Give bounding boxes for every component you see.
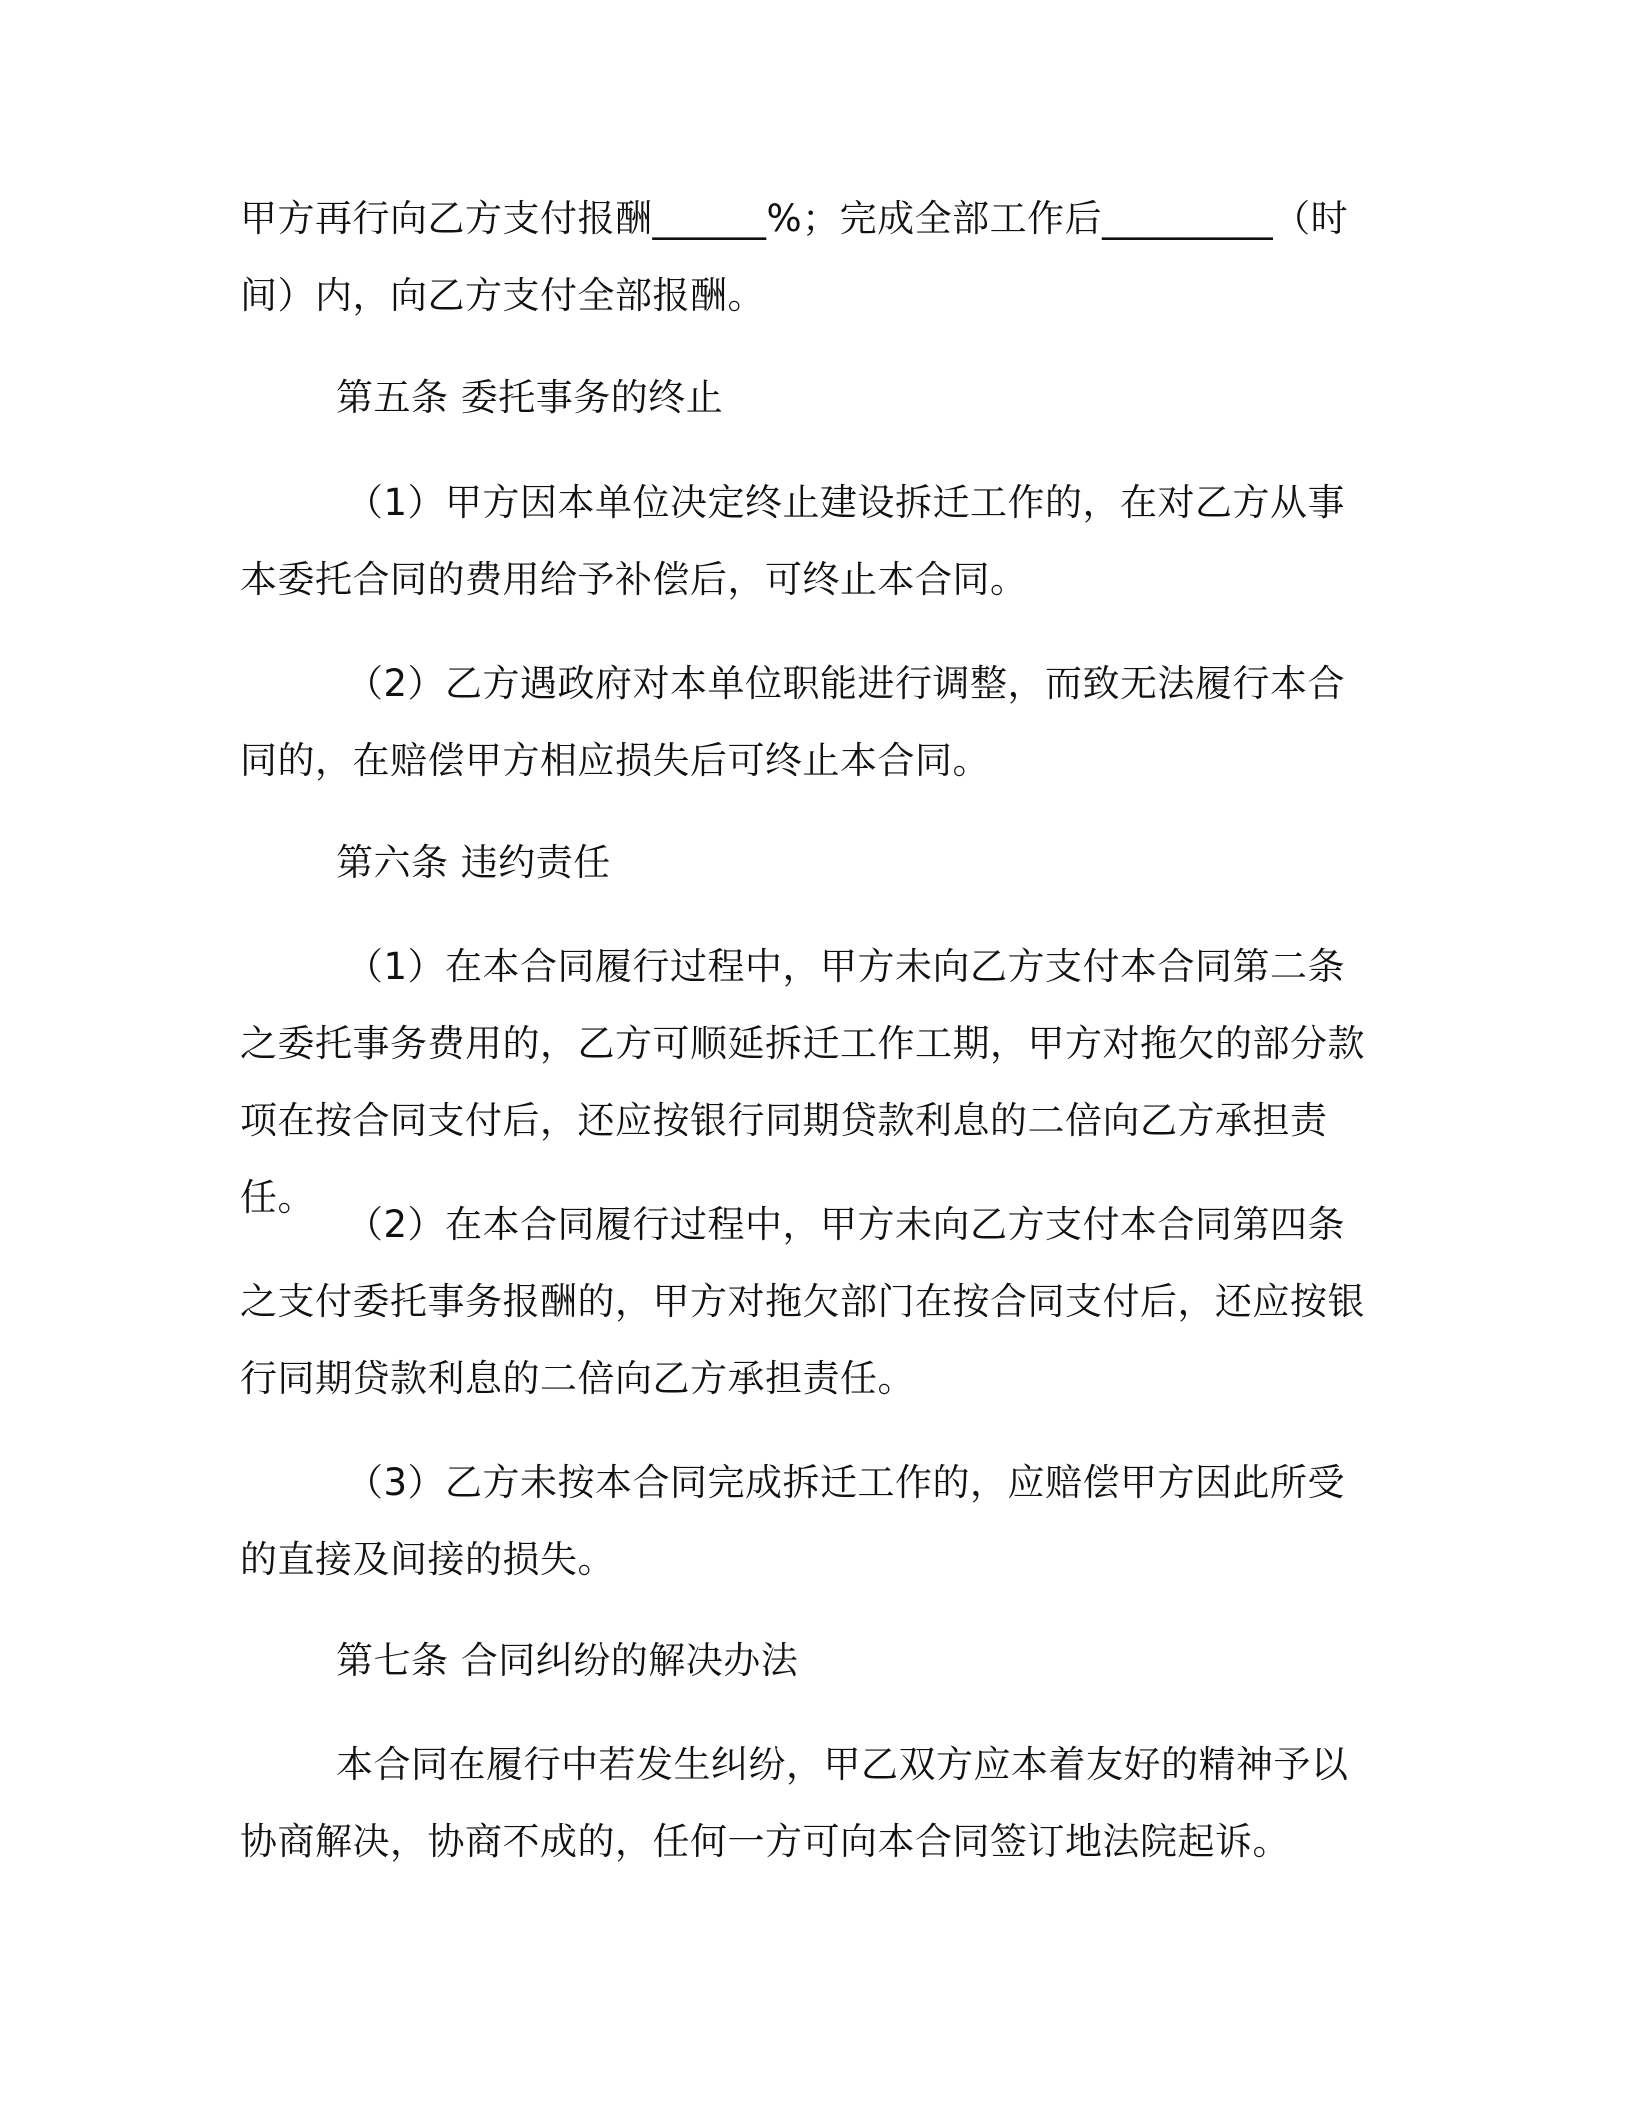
- article-6-clause-1: （1）在本合同履行过程中，甲方未向乙方支付本合同第二条之委托事务费用的，乙方可顺延拆迁工作工期，甲方对拖欠的部分款项在按合同支付后，还应按银行同期贷款利息的二倍向乙方承担责任。: [240, 945, 1365, 1219]
- article-5-heading: 第五条 委托事务的终止: [336, 376, 724, 419]
- article-5-clause-2: （2）乙方遇政府对本单位职能进行调整，而致无法履行本合同的，在赔偿甲方相应损失后可终止本合同。: [240, 662, 1346, 782]
- article-6-clause-3: （3）乙方未按本合同完成拆迁工作的，应赔偿甲方因此所受的直接及间接的损失。: [240, 1461, 1346, 1581]
- document-page: [240, 0, 1380, 2112]
- article-7-paragraph: 本合同在履行中若发生纠纷，甲乙双方应本着友好的精神予以协商解决，协商不成的，任何一方可向本合同签订地法院起诉。: [240, 1743, 1349, 1863]
- article-6-heading: 第六条 违约责任: [336, 841, 611, 884]
- article-5-clause-1: （1）甲方因本单位决定终止建设拆迁工作的，在对乙方从事本委托合同的费用给予补偿后，可终止本合同。: [240, 481, 1346, 601]
- paragraph-payment-continuation: 甲方再行向乙方支付报酬______%；完成全部工作后_________（时间）内，向乙方支付全部报酬。: [240, 197, 1349, 317]
- article-7-heading: 第七条 合同纠纷的解决办法: [336, 1639, 799, 1682]
- article-6-clause-2: （2）在本合同履行过程中，甲方未向乙方支付本合同第四条之支付委托事务报酬的，甲方对拖欠部门在按合同支付后，还应按银行同期贷款利息的二倍向乙方承担责任。: [240, 1203, 1365, 1400]
